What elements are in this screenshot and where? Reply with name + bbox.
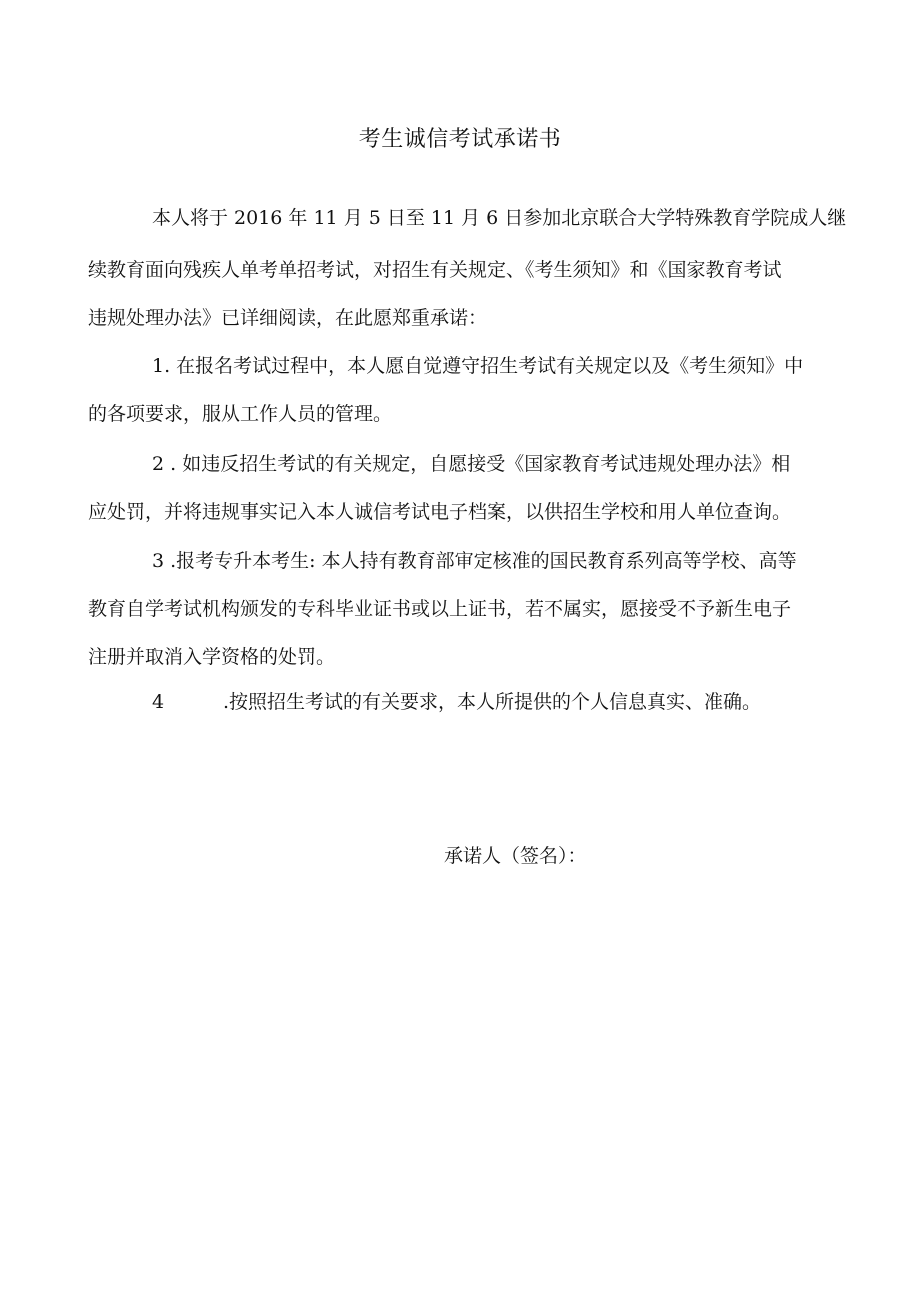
item-4-number: 4 bbox=[152, 691, 165, 713]
signature-label: 承诺人（签名）： bbox=[444, 845, 587, 867]
document-title: 考生诚信考试承诺书 bbox=[358, 127, 562, 152]
item-3-line-1: 3 .报考专升本考生: 本人持有教育部审定核准的国民教育系列高等学校、高等 bbox=[152, 550, 797, 572]
intro-line-1: 本人将于 2016 年 11 月 5 日至 11 月 6 日参加北京联合大学特殊教育学院成人继 bbox=[152, 207, 847, 229]
item-2-line-2: 应处罚，并将违规事实记入本人诚信考试电子档案，以供招生学校和用人单位查询。 bbox=[88, 501, 792, 523]
item-4-text: .按照招生考试的有关要求，本人所提供的个人信息真实、准确。 bbox=[223, 691, 762, 713]
item-2-line-1: 2 . 如违反招生考试的有关规定，自愿接受《国家教育考试违规处理办法》相 bbox=[152, 453, 791, 475]
item-3-line-3: 注册并取消入学资格的处罚。 bbox=[88, 646, 336, 668]
intro-line-2: 续教育面向残疾人单考单招考试，对招生有关规定、《考生须知》和《国家教育考试 bbox=[88, 259, 782, 281]
intro-line-3: 违规处理办法》已详细阅读，在此愿郑重承诺： bbox=[88, 307, 488, 329]
item-3-line-2: 教育自学考试机构颁发的专科毕业证书或以上证书，若不属实，愿接受不予新生电子 bbox=[88, 598, 792, 620]
item-1-line-1: 1. 在报名考试过程中，本人愿自觉遵守招生考试有关规定以及《考生须知》中 bbox=[152, 355, 804, 377]
item-1-line-2: 的各项要求，服从工作人员的管理。 bbox=[88, 403, 393, 425]
